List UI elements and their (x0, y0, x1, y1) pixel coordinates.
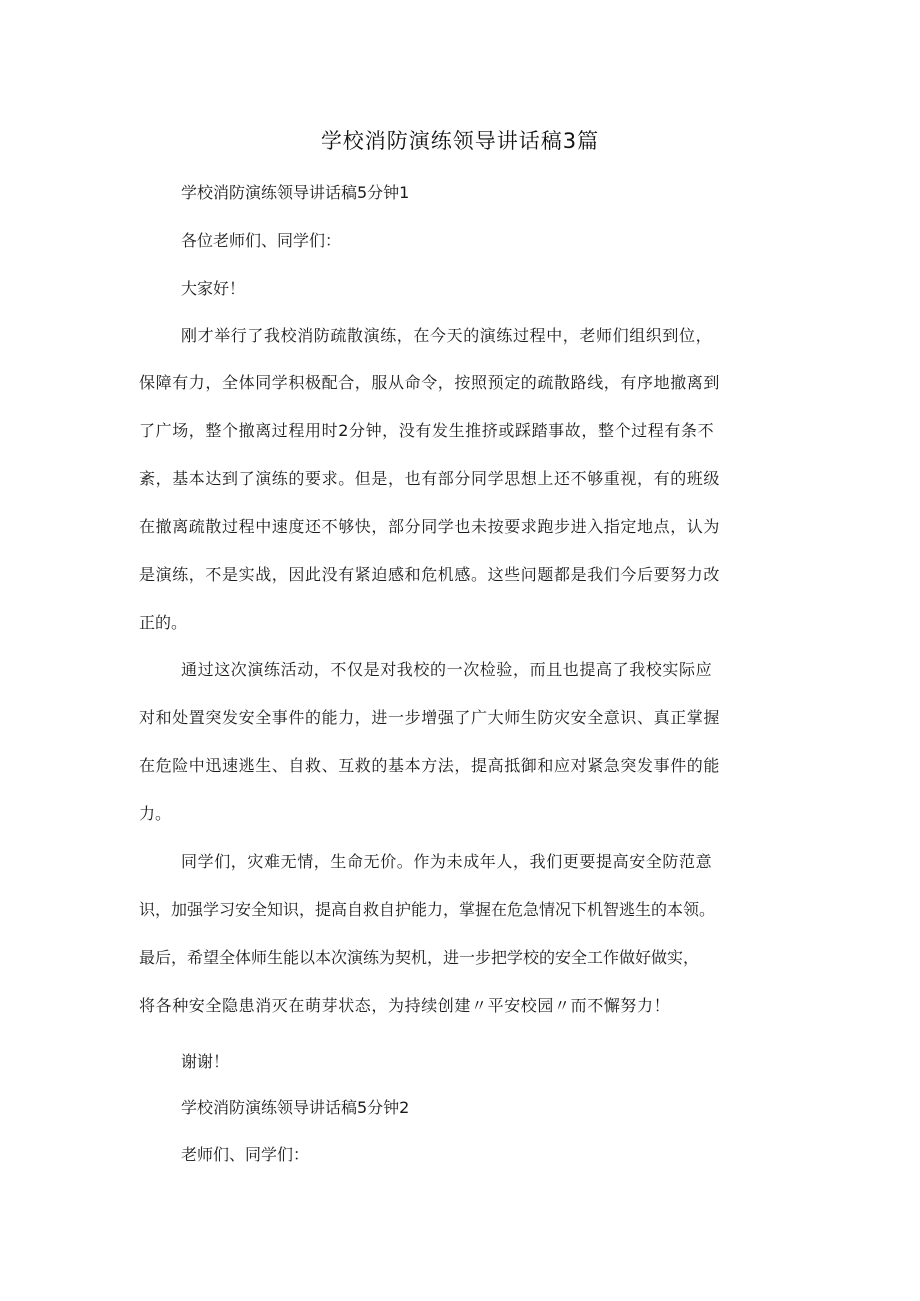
speech1-p1-line: 刚才举行了我校消防疏散演练，在今天的演练过程中，老师们组织到位， (181, 326, 713, 345)
speech1-greeting: 大家好！ (181, 279, 246, 298)
speech1-p3-line: 同学们，灾难无情，生命无价。作为未成年人，我们更要提高安全防范意 (181, 852, 713, 871)
speech1-heading: 学校消防演练领导讲话稿5分钟1 (181, 183, 410, 202)
speech1-p1-line: 在撤离疏散过程中速度还不够快，部分同学也未按要求跑步进入指定地点，认为 (139, 517, 721, 536)
speech2-salutation: 老师们、同学们： (181, 1145, 310, 1164)
speech1-p2-line: 通过这次演练活动，不仅是对我校的一次检验，而且也提高了我校实际应 (181, 660, 713, 679)
document-title: 学校消防演练领导讲话稿3篇 (320, 129, 600, 153)
speech1-p3-line: 识，加强学习安全知识，提高自救自护能力，掌握在危急情况下机智逃生的本领。 (139, 900, 716, 919)
speech1-p3-line: 将各种安全隐患消灭在萌芽状态，为持续创建〃平安校园〃而不懈努力！ (139, 996, 671, 1015)
speech1-p1-line: 紊，基本达到了演练的要求。但是，也有部分同学思想上还不够重视，有的班级 (139, 469, 721, 488)
speech1-p1-line: 了广场，整个撤离过程用时2分钟，没有发生推挤或踩踏事故，整个过程有条不 (139, 421, 715, 440)
speech1-p1-line: 是演练，不是实战，因此没有紧迫感和危机感。这些问题都是我们今后要努力改 (139, 565, 721, 584)
speech1-salutation: 各位老师们、同学们： (181, 231, 342, 250)
speech1-p2-line: 在危险中迅速逃生、自救、互救的基本方法，提高抵御和应对紧急突发事件的能 (139, 756, 721, 775)
speech1-p1-line: 正的。 (139, 613, 188, 632)
speech1-p1-line: 保障有力，全体同学积极配合，服从命令，按照预定的疏散路线，有序地撤离到 (139, 373, 721, 392)
speech2-heading: 学校消防演练领导讲话稿5分钟2 (181, 1098, 410, 1117)
speech1-p3-line: 最后，希望全体师生能以本次演练为契机，进一步把学校的安全工作做好做实， (139, 948, 700, 967)
speech1-p2-line: 对和处置突发安全事件的能力，进一步增强了广大师生防灾安全意识、真正掌握 (139, 708, 721, 727)
speech1-p2-line: 力。 (139, 804, 172, 823)
speech1-closing: 谢谢！ (181, 1052, 230, 1071)
